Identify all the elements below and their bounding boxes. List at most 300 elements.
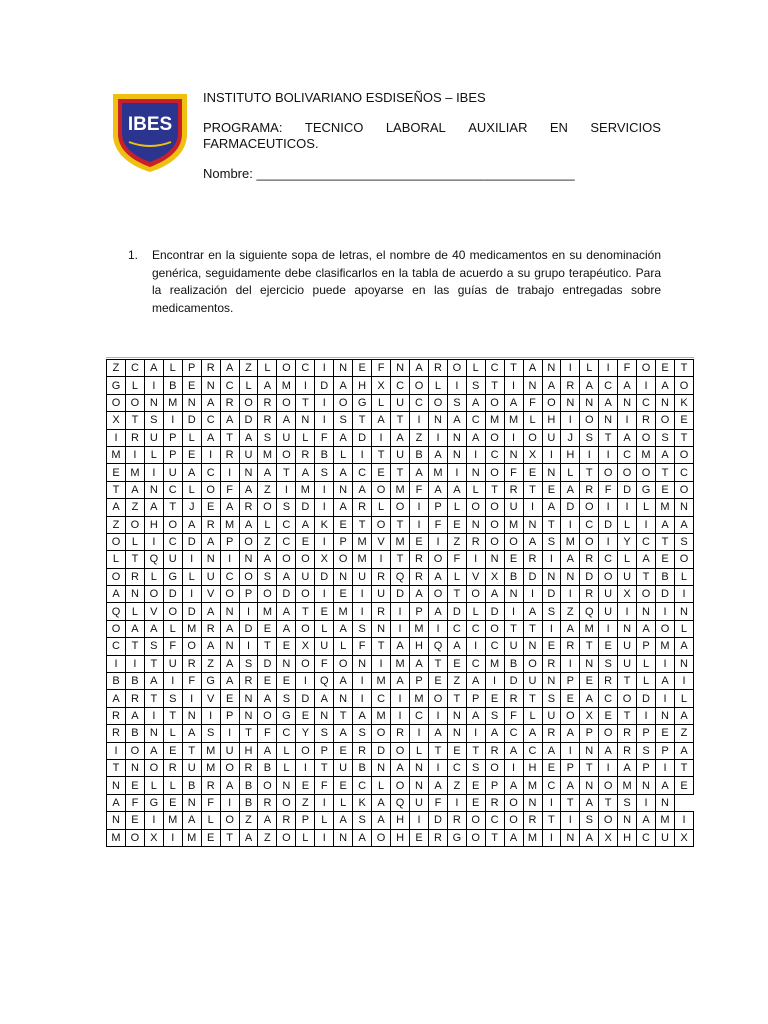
grid-letter[interactable]: A [656,673,675,690]
grid-letter[interactable]: I [125,446,144,463]
grid-letter[interactable]: R [239,759,258,776]
grid-letter[interactable]: I [561,360,580,377]
grid-letter[interactable]: I [410,516,429,533]
grid-letter[interactable]: N [561,394,580,411]
grid-letter[interactable]: C [674,464,693,481]
grid-letter[interactable]: O [372,516,391,533]
grid-letter[interactable]: Z [410,429,429,446]
grid-letter[interactable]: I [656,655,675,672]
grid-letter[interactable]: U [334,759,353,776]
grid-letter[interactable]: T [580,759,599,776]
grid-letter[interactable]: N [656,707,675,724]
grid-letter[interactable]: A [372,412,391,429]
grid-letter[interactable]: T [144,690,163,707]
grid-letter[interactable]: A [504,742,523,759]
grid-letter[interactable]: O [599,725,618,742]
grid-letter[interactable]: E [466,794,485,811]
grid-letter[interactable]: M [656,638,675,655]
grid-letter[interactable]: I [372,429,391,446]
grid-letter[interactable]: M [334,603,353,620]
grid-letter[interactable]: P [410,603,429,620]
grid-letter[interactable]: L [239,377,258,394]
grid-letter[interactable]: A [466,394,485,411]
grid-letter[interactable]: A [125,620,144,637]
grid-letter[interactable]: T [163,707,182,724]
grid-letter[interactable]: T [315,759,334,776]
grid-letter[interactable]: S [144,638,163,655]
grid-letter[interactable]: D [296,499,315,516]
grid-letter[interactable]: C [599,377,618,394]
grid-letter[interactable]: T [504,620,523,637]
grid-letter[interactable]: O [637,464,656,481]
grid-letter[interactable]: U [144,429,163,446]
grid-letter[interactable]: I [504,603,523,620]
grid-letter[interactable]: A [410,655,429,672]
grid-letter[interactable]: D [182,412,201,429]
grid-letter[interactable]: A [220,499,239,516]
grid-letter[interactable]: R [125,568,144,585]
grid-letter[interactable]: H [561,446,580,463]
grid-letter[interactable]: I [466,446,485,463]
grid-letter[interactable]: C [353,464,372,481]
grid-letter[interactable]: I [447,377,466,394]
grid-letter[interactable]: I [447,794,466,811]
grid-letter[interactable]: T [618,673,637,690]
grid-letter[interactable]: F [523,394,542,411]
grid-letter[interactable]: C [372,690,391,707]
grid-letter[interactable]: O [239,568,258,585]
grid-letter[interactable]: M [656,812,675,829]
grid-letter[interactable]: D [353,429,372,446]
grid-letter[interactable]: A [561,620,580,637]
grid-letter[interactable]: A [239,429,258,446]
grid-letter[interactable]: I [466,551,485,568]
grid-letter[interactable]: O [125,829,144,846]
grid-letter[interactable]: I [296,377,315,394]
grid-letter[interactable]: C [466,655,485,672]
grid-letter[interactable]: E [296,707,315,724]
grid-letter[interactable]: R [107,725,126,742]
grid-letter[interactable]: N [447,446,466,463]
grid-letter[interactable]: L [447,499,466,516]
grid-letter[interactable]: D [296,690,315,707]
grid-letter[interactable]: E [485,690,504,707]
grid-letter[interactable]: C [637,533,656,550]
grid-letter[interactable]: O [277,446,296,463]
grid-letter[interactable]: I [504,429,523,446]
grid-letter[interactable]: R [125,690,144,707]
grid-letter[interactable]: L [429,377,448,394]
grid-letter[interactable]: C [410,707,429,724]
grid-letter[interactable]: N [504,586,523,603]
grid-letter[interactable]: T [353,516,372,533]
grid-letter[interactable]: M [125,464,144,481]
grid-letter[interactable]: F [163,638,182,655]
grid-letter[interactable]: I [656,759,675,776]
grid-letter[interactable]: Z [561,603,580,620]
grid-letter[interactable]: N [656,394,675,411]
grid-letter[interactable]: N [637,777,656,794]
grid-letter[interactable]: S [277,499,296,516]
grid-letter[interactable]: N [107,777,126,794]
grid-letter[interactable]: L [163,777,182,794]
grid-letter[interactable]: D [277,586,296,603]
grid-letter[interactable]: N [239,551,258,568]
grid-letter[interactable]: A [201,394,220,411]
grid-letter[interactable]: O [220,812,239,829]
grid-letter[interactable]: E [542,638,561,655]
grid-letter[interactable]: Z [107,516,126,533]
grid-letter[interactable]: M [107,446,126,463]
grid-letter[interactable]: L [163,360,182,377]
grid-letter[interactable]: R [163,759,182,776]
grid-letter[interactable]: I [353,673,372,690]
grid-letter[interactable]: T [656,533,675,550]
grid-letter[interactable]: M [637,446,656,463]
grid-letter[interactable]: P [580,725,599,742]
grid-letter[interactable]: C [599,551,618,568]
grid-letter[interactable]: M [163,812,182,829]
grid-letter[interactable]: C [125,360,144,377]
grid-letter[interactable]: N [144,725,163,742]
grid-letter[interactable]: T [599,429,618,446]
grid-letter[interactable]: T [618,707,637,724]
grid-letter[interactable]: T [561,794,580,811]
grid-letter[interactable]: M [372,673,391,690]
grid-letter[interactable]: U [353,568,372,585]
grid-letter[interactable]: A [107,586,126,603]
grid-letter[interactable]: E [561,690,580,707]
grid-letter[interactable]: A [201,638,220,655]
grid-letter[interactable]: O [485,499,504,516]
grid-letter[interactable]: O [485,429,504,446]
grid-letter[interactable]: A [542,499,561,516]
grid-letter[interactable]: B [656,568,675,585]
grid-letter[interactable]: O [637,586,656,603]
grid-letter[interactable]: D [429,812,448,829]
grid-letter[interactable]: I [239,638,258,655]
grid-letter[interactable]: N [542,464,561,481]
grid-letter[interactable]: O [258,777,277,794]
grid-letter[interactable]: M [391,655,410,672]
grid-letter[interactable]: L [447,568,466,585]
grid-letter[interactable]: A [258,464,277,481]
grid-letter[interactable]: F [504,707,523,724]
grid-letter[interactable]: O [599,812,618,829]
grid-letter[interactable]: I [542,620,561,637]
grid-letter[interactable]: C [485,360,504,377]
grid-letter[interactable]: R [637,412,656,429]
grid-letter[interactable]: A [656,446,675,463]
grid-letter[interactable]: E [315,603,334,620]
grid-letter[interactable]: N [447,725,466,742]
grid-letter[interactable]: E [656,551,675,568]
grid-letter[interactable]: N [315,707,334,724]
grid-letter[interactable]: X [107,412,126,429]
grid-letter[interactable]: O [391,742,410,759]
grid-letter[interactable]: O [277,360,296,377]
grid-letter[interactable]: A [391,429,410,446]
grid-letter[interactable]: E [353,360,372,377]
grid-letter[interactable]: E [429,673,448,690]
grid-letter[interactable]: O [391,499,410,516]
grid-letter[interactable]: A [239,516,258,533]
grid-letter[interactable]: P [410,673,429,690]
grid-letter[interactable]: O [674,551,693,568]
grid-letter[interactable]: S [656,429,675,446]
grid-letter[interactable]: R [410,551,429,568]
grid-letter[interactable]: M [182,620,201,637]
grid-letter[interactable]: M [504,516,523,533]
grid-letter[interactable]: S [674,533,693,550]
grid-letter[interactable]: A [334,377,353,394]
grid-letter[interactable]: O [258,707,277,724]
grid-letter[interactable]: M [296,481,315,498]
grid-letter[interactable]: D [637,690,656,707]
grid-letter[interactable]: R [466,533,485,550]
grid-letter[interactable]: R [201,360,220,377]
grid-letter[interactable]: L [144,777,163,794]
grid-letter[interactable]: O [656,620,675,637]
grid-letter[interactable]: C [107,638,126,655]
grid-letter[interactable]: O [296,551,315,568]
grid-letter[interactable]: N [429,412,448,429]
grid-letter[interactable]: O [144,759,163,776]
grid-letter[interactable]: A [391,638,410,655]
grid-letter[interactable]: T [542,516,561,533]
grid-letter[interactable]: L [674,690,693,707]
grid-letter[interactable]: A [258,812,277,829]
grid-letter[interactable]: O [220,586,239,603]
grid-letter[interactable]: N [466,516,485,533]
grid-letter[interactable]: S [466,759,485,776]
grid-letter[interactable]: P [561,673,580,690]
grid-letter[interactable]: C [447,759,466,776]
grid-letter[interactable]: M [504,412,523,429]
grid-letter[interactable]: I [599,620,618,637]
grid-letter[interactable]: O [466,829,485,846]
grid-letter[interactable]: I [637,516,656,533]
grid-letter[interactable]: M [391,533,410,550]
grid-letter[interactable]: D [182,603,201,620]
grid-letter[interactable]: N [334,360,353,377]
grid-letter[interactable]: Z [239,812,258,829]
grid-letter[interactable]: I [580,446,599,463]
grid-letter[interactable]: P [239,586,258,603]
grid-letter[interactable]: I [372,551,391,568]
grid-letter[interactable]: I [674,812,693,829]
grid-letter[interactable]: N [125,759,144,776]
grid-letter[interactable]: P [429,499,448,516]
grid-letter[interactable]: F [353,638,372,655]
grid-letter[interactable]: R [618,742,637,759]
grid-letter[interactable]: I [429,429,448,446]
grid-letter[interactable]: J [561,429,580,446]
grid-letter[interactable]: I [466,725,485,742]
grid-letter[interactable]: P [466,690,485,707]
grid-letter[interactable]: B [239,794,258,811]
grid-letter[interactable]: A [429,603,448,620]
grid-letter[interactable]: I [599,533,618,550]
grid-letter[interactable]: N [125,586,144,603]
grid-letter[interactable]: P [334,533,353,550]
grid-letter[interactable]: I [391,620,410,637]
grid-letter[interactable]: L [182,568,201,585]
grid-letter[interactable]: E [674,412,693,429]
grid-letter[interactable]: C [637,394,656,411]
grid-letter[interactable]: T [429,655,448,672]
grid-letter[interactable]: M [201,742,220,759]
grid-letter[interactable]: C [220,568,239,585]
grid-letter[interactable]: U [618,638,637,655]
grid-letter[interactable]: O [334,394,353,411]
grid-letter[interactable]: N [542,360,561,377]
grid-letter[interactable]: L [523,707,542,724]
grid-letter[interactable]: O [674,446,693,463]
grid-letter[interactable]: A [561,551,580,568]
grid-letter[interactable]: T [125,638,144,655]
grid-letter[interactable]: O [485,533,504,550]
grid-letter[interactable]: F [258,725,277,742]
grid-letter[interactable]: A [220,412,239,429]
grid-letter[interactable]: I [220,794,239,811]
grid-letter[interactable]: A [618,429,637,446]
grid-letter[interactable]: R [258,412,277,429]
grid-letter[interactable]: O [599,464,618,481]
grid-letter[interactable]: O [107,533,126,550]
grid-letter[interactable]: A [656,777,675,794]
grid-letter[interactable]: U [599,586,618,603]
grid-letter[interactable]: A [674,638,693,655]
grid-letter[interactable]: F [447,551,466,568]
grid-letter[interactable]: L [334,446,353,463]
grid-letter[interactable]: U [372,586,391,603]
grid-letter[interactable]: I [637,794,656,811]
grid-letter[interactable]: U [599,603,618,620]
grid-letter[interactable]: I [410,412,429,429]
grid-letter[interactable]: L [144,568,163,585]
grid-letter[interactable]: E [542,481,561,498]
grid-letter[interactable]: B [182,777,201,794]
grid-letter[interactable]: L [372,777,391,794]
grid-letter[interactable]: Y [618,533,637,550]
grid-letter[interactable]: S [258,429,277,446]
grid-letter[interactable]: B [239,777,258,794]
grid-letter[interactable]: L [637,499,656,516]
grid-letter[interactable]: A [144,360,163,377]
grid-letter[interactable]: I [637,377,656,394]
grid-letter[interactable]: B [353,759,372,776]
grid-letter[interactable]: H [523,759,542,776]
grid-letter[interactable]: N [656,794,675,811]
grid-letter[interactable]: S [618,794,637,811]
grid-letter[interactable]: A [334,620,353,637]
grid-letter[interactable]: F [315,655,334,672]
grid-letter[interactable]: P [637,638,656,655]
grid-letter[interactable]: B [504,568,523,585]
grid-letter[interactable]: R [353,499,372,516]
grid-letter[interactable]: E [334,777,353,794]
grid-letter[interactable]: I [542,794,561,811]
grid-letter[interactable]: S [599,655,618,672]
grid-letter[interactable]: P [637,759,656,776]
grid-letter[interactable]: T [542,812,561,829]
grid-letter[interactable]: L [125,603,144,620]
grid-letter[interactable]: A [334,499,353,516]
grid-letter[interactable]: M [391,481,410,498]
grid-letter[interactable]: N [674,655,693,672]
grid-letter[interactable]: U [410,794,429,811]
grid-letter[interactable]: E [125,777,144,794]
grid-letter[interactable]: A [637,620,656,637]
grid-letter[interactable]: D [315,568,334,585]
grid-letter[interactable]: A [429,725,448,742]
grid-letter[interactable]: V [201,690,220,707]
grid-letter[interactable]: E [410,533,429,550]
grid-letter[interactable]: C [201,412,220,429]
grid-letter[interactable]: I [353,446,372,463]
grid-letter[interactable]: H [391,829,410,846]
grid-letter[interactable]: P [220,533,239,550]
grid-letter[interactable]: L [277,759,296,776]
grid-letter[interactable]: E [447,742,466,759]
grid-letter[interactable]: R [429,360,448,377]
grid-letter[interactable]: A [315,690,334,707]
grid-letter[interactable]: C [391,377,410,394]
grid-letter[interactable]: I [391,707,410,724]
grid-letter[interactable]: O [599,777,618,794]
grid-letter[interactable]: S [580,429,599,446]
grid-letter[interactable]: I [163,412,182,429]
grid-letter[interactable]: O [258,586,277,603]
grid-letter[interactable]: C [277,533,296,550]
grid-letter[interactable]: U [163,655,182,672]
grid-letter[interactable]: T [391,551,410,568]
grid-letter[interactable]: A [485,586,504,603]
grid-letter[interactable]: D [542,586,561,603]
grid-letter[interactable]: I [220,464,239,481]
grid-letter[interactable]: D [182,533,201,550]
grid-letter[interactable]: D [239,620,258,637]
grid-letter[interactable]: Q [580,603,599,620]
grid-letter[interactable]: N [580,742,599,759]
grid-letter[interactable]: O [429,690,448,707]
grid-letter[interactable]: Z [125,499,144,516]
grid-letter[interactable]: S [353,725,372,742]
grid-letter[interactable]: N [182,394,201,411]
grid-letter[interactable]: A [277,568,296,585]
grid-letter[interactable]: A [523,360,542,377]
grid-letter[interactable]: A [466,707,485,724]
grid-letter[interactable]: Q [144,551,163,568]
grid-letter[interactable]: A [372,812,391,829]
grid-letter[interactable]: M [410,620,429,637]
grid-letter[interactable]: D [580,568,599,585]
grid-letter[interactable]: L [523,412,542,429]
grid-letter[interactable]: O [618,464,637,481]
grid-letter[interactable]: F [220,481,239,498]
grid-letter[interactable]: H [618,829,637,846]
grid-letter[interactable]: F [429,516,448,533]
grid-letter[interactable]: A [220,620,239,637]
grid-letter[interactable]: U [504,638,523,655]
grid-letter[interactable]: N [580,655,599,672]
grid-letter[interactable]: P [220,707,239,724]
grid-letter[interactable]: I [674,673,693,690]
grid-letter[interactable]: N [466,464,485,481]
grid-letter[interactable]: A [258,551,277,568]
grid-letter[interactable]: E [125,812,144,829]
